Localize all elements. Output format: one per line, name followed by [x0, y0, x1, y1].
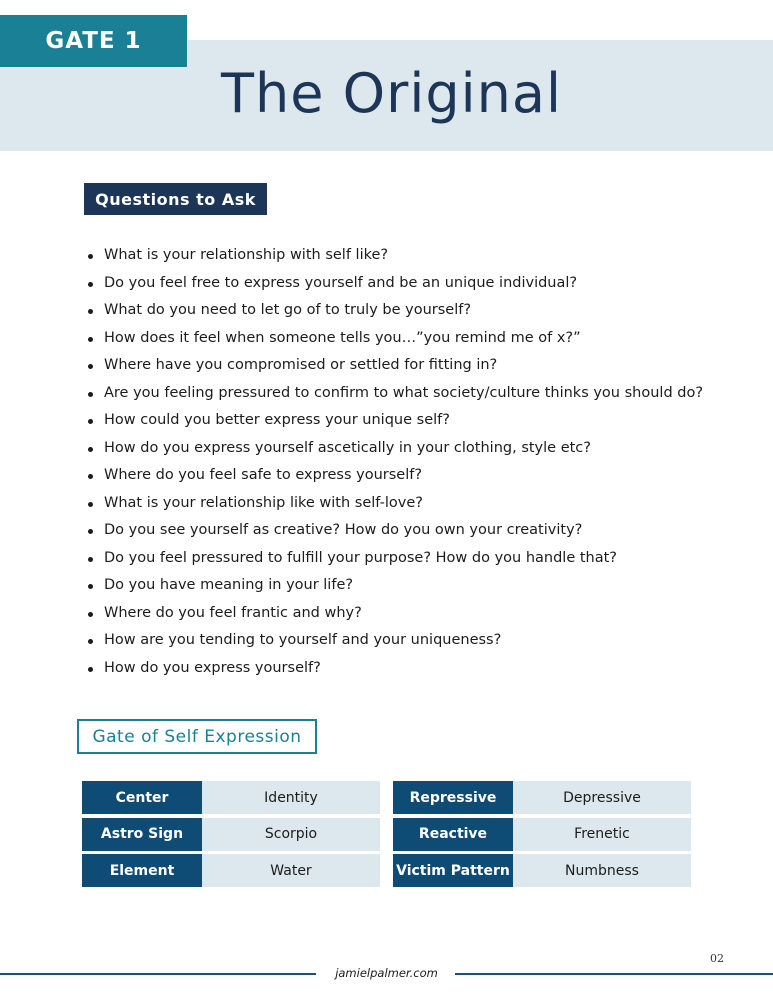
question-item: Are you feeling pressured to confirm to what society/culture thinks you should do?: [84, 380, 764, 408]
question-item: How do you express yourself?: [84, 655, 764, 683]
table-value: Frenetic: [513, 818, 691, 851]
question-item: How does it feel when someone tells you…”you remind me of x?”: [84, 325, 764, 353]
page-number: 02: [710, 952, 724, 965]
table-value: Water: [202, 854, 380, 887]
question-item: Where do you feel frantic and why?: [84, 600, 764, 628]
question-list: [84, 242, 764, 682]
question-item: How are you tending to yourself and your uniqueness?: [84, 627, 764, 655]
footer-divider-right: [455, 973, 773, 975]
table-value: Identity: [202, 781, 380, 814]
table-row: [82, 818, 380, 851]
question-item: What is your relationship like with self-love?: [84, 490, 764, 518]
page-title: The Original: [221, 62, 562, 125]
table-key: Reactive: [393, 818, 513, 851]
table-row: [82, 781, 380, 814]
gate-info-table-left: [82, 781, 380, 891]
question-item: Where do you feel safe to express yourself?: [84, 462, 764, 490]
table-key: Victim Pattern: [393, 854, 513, 887]
gate-name-heading: Gate of Self Expression: [77, 719, 317, 754]
question-item: What do you need to let go of to truly be yourself?: [84, 297, 764, 325]
table-row: [82, 854, 380, 887]
question-item: Do you have meaning in your life?: [84, 572, 764, 600]
table-key: Astro Sign: [82, 818, 202, 851]
table-row: [393, 781, 691, 814]
questions-heading: Questions to Ask: [84, 183, 267, 215]
footer-website: jamielpalmer.com: [335, 966, 438, 980]
table-row: [393, 854, 691, 887]
table-key: Center: [82, 781, 202, 814]
footer-divider-left: [0, 973, 316, 975]
table-key: Repressive: [393, 781, 513, 814]
table-row: [393, 818, 691, 851]
table-value: Scorpio: [202, 818, 380, 851]
gate-label: GATE 1: [0, 15, 187, 67]
table-key: Element: [82, 854, 202, 887]
gate-info-table-right: [393, 781, 691, 891]
table-value: Depressive: [513, 781, 691, 814]
table-value: Numbness: [513, 854, 691, 887]
question-item: How could you better express your unique self?: [84, 407, 764, 435]
question-item: What is your relationship with self like?: [84, 242, 764, 270]
question-item: Do you see yourself as creative? How do you own your creativity?: [84, 517, 764, 545]
question-item: Do you feel pressured to fulfill your purpose? How do you handle that?: [84, 545, 764, 573]
question-item: How do you express yourself ascetically in your clothing, style etc?: [84, 435, 764, 463]
question-item: Where have you compromised or settled for fitting in?: [84, 352, 764, 380]
question-item: Do you feel free to express yourself and be an unique individual?: [84, 270, 764, 298]
